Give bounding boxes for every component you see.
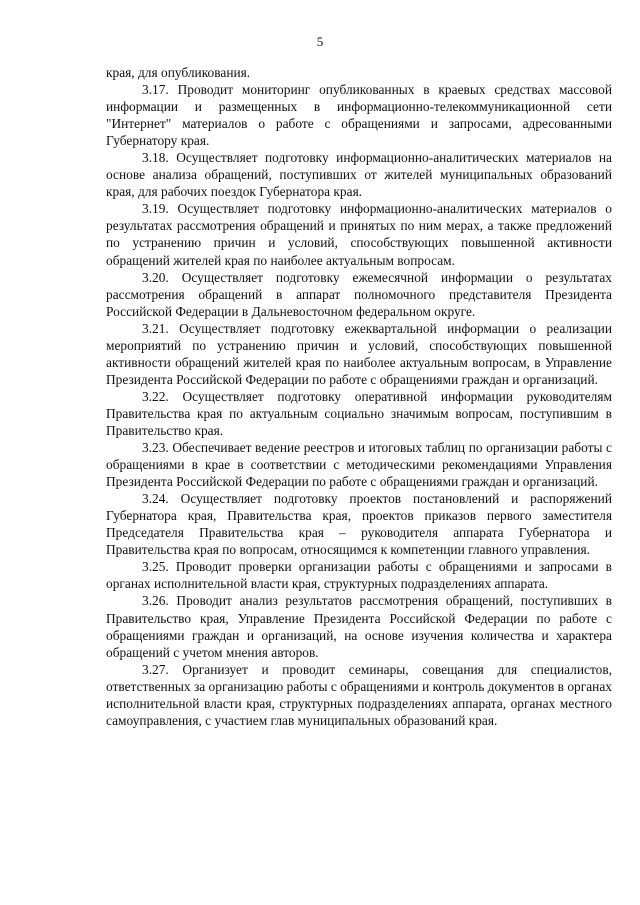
paragraph-3-21: 3.21. Осуществляет подготовку ежеквартальной информации о реализации мероприятий по устранению причин и условий, способствующих повышенной активности обращений жителей края по наиболее актуальным вопросам, в Управление Президента Российской Федерации по работе с обращениями граждан и организаций. [106,320,612,387]
paragraph-3-26: 3.26. Проводит анализ результатов рассмотрения обращений, поступивших в Правительство края, Управление Президента Российской Федерации по работе с обращениями граждан и организаций, на основе изучения количества и характера обращений с учетом мнения авторов. [106,593,612,660]
paragraph-3-23: 3.23. Обеспечивает ведение реестров и итоговых таблиц по организации работы с обращениями в крае в соответствии с методическими рекомендациями Управления Президента Российской Федерации по работе с обращениями граждан и организаций. [106,440,612,490]
paragraph-3-24: 3.24. Осуществляет подготовку проектов постановлений и распоряжений Губернатора края, Правительства края, проектов приказов первого заместителя Председателя Правительства края – руководителя аппарата Губернатора и Правительства края по вопросам, относящимся к компетенции главного управления. [106,491,612,558]
paragraph-continuation: края, для опубликования. [106,65,251,80]
paragraph-3-20: 3.20. Осуществляет подготовку ежемесячной информации о результатах рассмотрения обращений в аппарат полномочного представителя Президента Российской Федерации в Дальневосточном федеральном округе. [106,269,612,319]
paragraph-3-27: 3.27. Организует и проводит семинары, совещания для специалистов, ответственных за организацию работы с обращениями и контроль документов в органах исполнительной власти края, структурных подразделениях аппарата, органах местного самоуправления, с участием глав муниципальных образований края. [106,661,612,728]
paragraph-3-25: 3.25. Проводит проверки организации работы с обращениями и запросами в органах исполнительной власти края, структурных подразделениях аппарата. [106,559,612,592]
document-body [106,64,612,729]
paragraph-3-22: 3.22. Осуществляет подготовку оперативной информации руководителям Правительства края по актуальным социально значимым вопросам, поступившим в Правительство края. [106,388,612,438]
paragraph-3-17: 3.17. Проводит мониторинг опубликованных в краевых средствах массовой информации и размещенных в информационно-телекоммуникационной сети "Интернет" материалов о работе с обращениями и запросами, адресованными Губернатору края. [106,82,612,149]
page-number: 5 [316,34,324,49]
paragraph-3-18: 3.18. Осуществляет подготовку информационно-аналитических материалов на основе анализа обращений, поступивших от жителей муниципальных образований края, для рабочих поездок Губернатора края. [106,150,612,200]
paragraph-3-19: 3.19. Осуществляет подготовку информационно-аналитических материалов о результатах рассмотрения обращений и принятых по ним мерах, а также предложений по устранению причин и условий, способствующих повышенной активности обращений жителей края по наиболее актуальным вопросам. [106,201,612,268]
